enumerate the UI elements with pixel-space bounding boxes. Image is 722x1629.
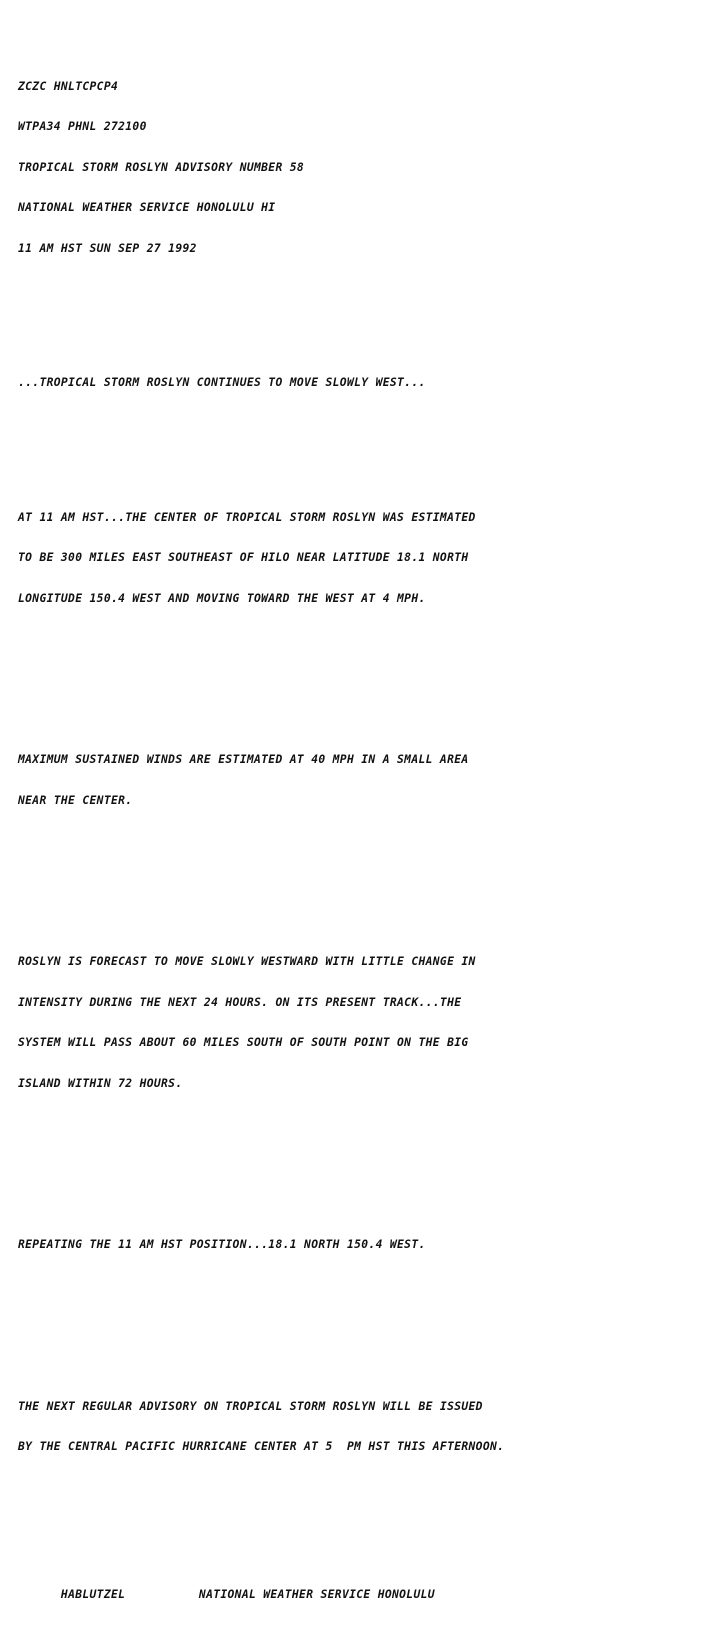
paragraph-winds: [18, 726, 708, 834]
paragraph-next-advisory: [18, 1373, 708, 1481]
spacer: [18, 1521, 708, 1534]
paragraph-line: LONGITUDE 150.4 WEST AND MOVING TOWARD THE WEST AT 4 MPH.: [18, 591, 426, 605]
header-line-wmo-id: WTPA34 PHNL 272100: [18, 120, 147, 133]
paragraph-line: REPEATING THE 11 AM HST POSITION...18.1 NORTH 150.4 WEST.: [18, 1238, 426, 1251]
spacer: [18, 1319, 708, 1332]
paragraph-repeat-position: [18, 1211, 708, 1279]
spacer: [18, 430, 708, 443]
paragraph-line: THE NEXT REGULAR ADVISORY ON TROPICAL STORM ROSLYN WILL BE ISSUED: [18, 1399, 483, 1413]
paragraph-line: AT 11 AM HST...THE CENTER OF TROPICAL STORM ROSLYN WAS ESTIMATED: [18, 510, 476, 524]
spacer: [18, 323, 708, 336]
header-line-datetime: 11 AM HST SUN SEP 27 1992: [18, 241, 197, 255]
paragraph-line: SYSTEM WILL PASS ABOUT 60 MILES SOUTH OF SOUTH POINT ON THE BIG: [18, 1036, 469, 1049]
paragraph-line: TO BE 300 MILES EAST SOUTHEAST OF HILO NEAR LATITUDE 18.1 NORTH: [18, 551, 469, 564]
advisory-headline: ...TROPICAL STORM ROSLYN CONTINUES TO MOVE SLOWLY WEST...: [18, 376, 426, 389]
paragraph-line: BY THE CENTRAL PACIFIC HURRICANE CENTER AT 5 PM HST THIS AFTERNOON.: [18, 1440, 505, 1453]
spacer: [18, 1158, 708, 1171]
paragraph-line: ISLAND WITHIN 72 HOURS.: [18, 1076, 183, 1090]
header-line-product-id: ZCZC HNLTCPCP4: [18, 79, 119, 93]
paragraph-line: INTENSITY DURING THE NEXT 24 HOURS. ON ITS PRESENT TRACK...THE: [18, 995, 462, 1009]
spacer: [18, 875, 708, 888]
signature-office: NATIONAL WEATHER SERVICE HONOLULU: [198, 1588, 435, 1601]
advisory-text: [18, 12, 708, 1629]
advisory-header: [18, 53, 708, 283]
paragraph-line: NEAR THE CENTER.: [18, 793, 133, 807]
paragraph-forecast: [18, 928, 708, 1117]
signature: [18, 1575, 708, 1601]
paragraph-position: [18, 484, 708, 633]
forecaster-name: HABLUTZEL: [60, 1588, 126, 1601]
paragraph-line: ROSLYN IS FORECAST TO MOVE SLOWLY WESTWARD WITH LITTLE CHANGE IN: [18, 955, 476, 968]
header-line-office: NATIONAL WEATHER SERVICE HONOLULU HI: [18, 201, 276, 214]
spacer: [18, 673, 708, 686]
header-line-title: TROPICAL STORM ROSLYN ADVISORY NUMBER 58: [18, 160, 305, 174]
paragraph-line: MAXIMUM SUSTAINED WINDS ARE ESTIMATED AT 40 MPH IN A SMALL AREA: [18, 753, 469, 766]
